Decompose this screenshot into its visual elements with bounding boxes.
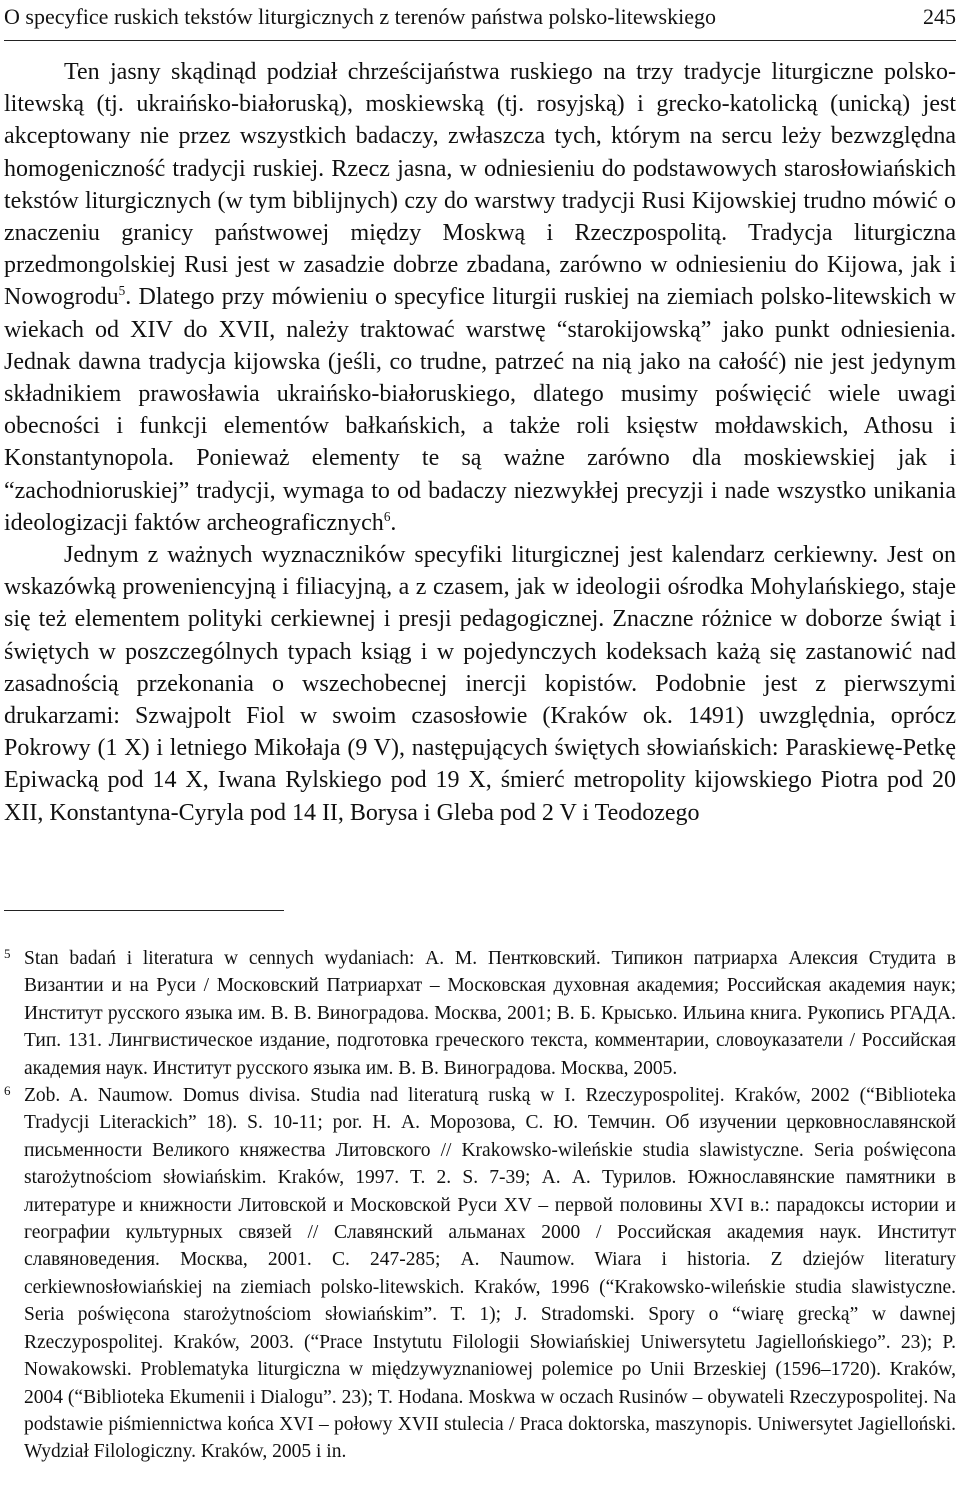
running-title: O specyfice ruskich tekstów liturgicznych z terenów państwa polsko-litewskiego	[4, 4, 716, 29]
paragraph-1	[4, 56, 956, 539]
footnote-number: 6	[4, 1083, 11, 1099]
page-number: 245	[923, 4, 956, 29]
paragraph-2: Jednym z ważnych wyznaczników specyfiki liturgicznej jest kalendarz cerkiewny. Jest on wskazówką proweniencyjną i filiacyjną, a z czasem, jak w ideologii ośrodka Mohylańskiego, staje się też elementem polityki cerkiewnej i presji pedagogicznej. Znaczne różnice w doborze świąt i świętych w poszczególnych typach ksiąg i w pojedynczych kodeksach każą się zastanowić nad zasadnością przekonania o wszechobecnej inercji kopistów. Podobnie jest z pierwszymi drukarzami: Szwajpolt Fiol w swoim czasosłowie (Kraków ok. 1491) uwzględnia, oprócz Pokrowy (1 X) i letniego Mikołaja (9 V), następujących świętych słowiańskich: Paraskiewę-Petkę Epiwacką pod 14 X, Iwana Rylskiego pod 19 X, śmierć metropolity kijowskiego Piotra pod 20 XII, Konstantyna-Cyryla pod 14 II, Borysa i Gleba pod 2 V i Teodozego	[4, 542, 956, 826]
footnotes	[4, 945, 956, 1466]
footnote-text: Stan badań i literatura w cennych wydaniach: А. М. Пентковский. Типикон патриарха Алексия Студита в Византии и на Руси / Московский Патриархат – Московская духовная академия; Российская академия наук; Институт русского языка им. В. В. Виноградова. Москва, 2001; В. Б. Крысько. Ильина книга. Рукопись РГАДА. Тип. 131. Лингвистическое издание, подготовка греческого текста, комментарии, словоуказатели / Российская академия наук. Институт русского языка им. В. В. Виноградова. Москва, 2005.	[24, 948, 956, 1079]
footnote-number: 5	[4, 946, 11, 961]
paragraph-1-text-a: Ten jasny skądinąd podział chrześcijaństwa ruskiego na trzy tradycje liturgiczne polsko-litewską (tj. ukraińsko-białoruską), moskiewską (tj. rosyjską) i grecko-katolicką (unicką) jest akceptowany nie przez wszystkich badaczy, zwłaszcza tych, którym na sercu leży bezwzględna homogeniczność tradycji ruskiej. Rzecz jasna, w odniesieniu do podstawowych starosłowiańskich tekstów liturgicznych (w tym biblijnych) czy do warstwy tradycji Rusi Kijowskiej trudno mówić o znaczeniu granicy państwowej między Moskwą i Rzeczpospolitą. Tradycja liturgiczna przedmongolskiej Rusi jest w zasadzie dobrze zbadana, zarówno w odniesieniu do Kijowa, jak i Nowogrodu	[4, 59, 956, 311]
footnote-5	[4, 945, 956, 1082]
book-page	[4, 0, 956, 1506]
paragraph-1-text-b: . Dlatego przy mówieniu o specyfice liturgii ruskiej na ziemiach polsko-litewskich w wiekach od XIV do XVII, należy traktować warstwę “starokijowską” jako punkt odniesienia. Jednak dawna tradycja kijowska (jeśli, co trudne, patrzeć na nią jako na całość) nie jest jedynym składnikiem prawosławia ukraińsko-białoruskiego, dlatego musimy poświęcić wiele uwagi obecności i funkcji elementów bałkańskich, a także roli księstw mołdawskich, Athosu i Konstantynopola. Ponieważ elementy te są ważne zarówno dla moskiewskiej jak i “zachodnioruskiej” tradycji, wymaga to od badaczy niezwykłej precyzji i nade wszystko unikania ideologizacji faktów archeograficznych	[4, 284, 956, 536]
footnote-ref-6[interactable]: 6	[383, 508, 391, 524]
footnote-text: Zob. A. Naumow. Domus divisa. Studia nad literaturą ruską w I. Rzeczypospolitej. Kraków, 2002 (“Biblioteka Tradycji Literackich” 18). S. 10-11; por. Н. А. Морозова, С. Ю. Темчин. Об изучении церковнославянской письменности Великого княжества Литовского // Krakowsko-wileńskie studia slawistyczne. Seria poświęcona starożytnościom słowiańskim. Kraków, 1997. T. 2. S. 7-39; А. А. Турилов. Южнославянские памятники в литературе и книжности Литовской и Московской Руси XV – первой половины XVI в.: парадоксы истории и географии культурных связей // Славянский альманах 2000 / Российская академия наук. Институт славяноведения. Москва, 2001. С. 247-285; A. Naumow. Wiara i historia. Z dziejów literatury cerkiewnosłowiańskiej na ziemiach polsko-litewskich. Kraków, 1996 (“Krakowsko-wileńskie studia slawistyczne. Seria poświęcona starożytnościom słowiańskim”. T. 1); J. Stradomski. Spory o “wiarę grecką” w dawnej Rzeczypospolitej. Kraków, 2003. (“Prace Instytutu Filologii Słowiańskiej Uniwersytetu Jagiellońskiego”. 23); P. Nowakowski. Problematyka liturgiczna w międzywyznaniowej polemice po Unii Brzeskiej (1596–1720). Kraków, 2004 (“Biblioteka Ekumenii i Dialogu”. 23); T. Hodana. Moskwa w oczach Rusinów – obywateli Rzeczypospolitej. Na podstawie piśmiennictwa końca XVI – połowy XVII stulecia / Praca doktorska, maszynopis. Uniwersytet Jagielloński. Wydział Filologiczny. Kraków, 2005 i in.	[24, 1085, 956, 1463]
running-header	[4, 0, 956, 41]
footnote-separator	[4, 910, 284, 911]
footnote-ref-5[interactable]: 5	[118, 283, 126, 299]
paragraph-1-text-c: .	[390, 509, 397, 536]
footnote-6	[4, 1082, 956, 1466]
main-text	[4, 56, 956, 829]
